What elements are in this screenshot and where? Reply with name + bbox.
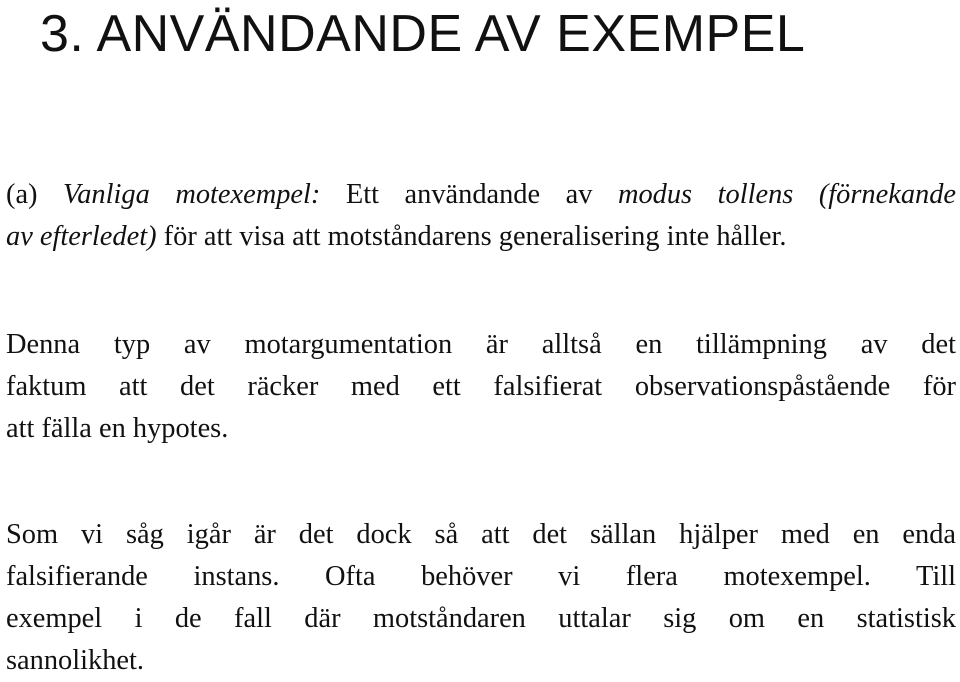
paragraph-falsifierande-instans <box>6 514 956 682</box>
paragraph-line: faktum att det räcker med ett falsifierat observationspåstående för <box>6 371 956 402</box>
item-label: (a) <box>6 179 38 210</box>
text-segment: för att visa att motståndarens generalisering inte håller. <box>163 221 787 252</box>
paragraph-line: att fälla en hypotes. <box>6 413 229 444</box>
text-segment: Ett användande av <box>345 179 593 210</box>
paragraph-line: Denna typ av motargumentation är alltså en tillämpning av det <box>6 329 956 360</box>
term-vanliga-motexempel: Vanliga motexempel: <box>63 179 321 210</box>
paragraph-line: sannolikhet. <box>6 645 144 676</box>
paragraph-line <box>6 216 956 258</box>
paragraph-line <box>6 174 956 216</box>
paragraph-motargumentation <box>6 324 956 450</box>
term-av-efterledet: av efterledet) <box>6 221 157 252</box>
paragraph-line: Som vi såg igår är det dock så att det sällan hjälper med en enda <box>6 519 956 550</box>
section-title: 3. ANVÄNDANDE AV EXEMPEL <box>40 5 806 63</box>
paragraph-line: exempel i de fall där motståndaren uttalar sig om en statistisk <box>6 603 956 634</box>
paragraph-line: falsifierande instans. Ofta behöver vi flera motexempel. Till <box>6 561 956 592</box>
paragraph-vanliga-motexempel <box>6 174 956 258</box>
term-modus-tollens: modus tollens (förnekande <box>617 179 956 210</box>
